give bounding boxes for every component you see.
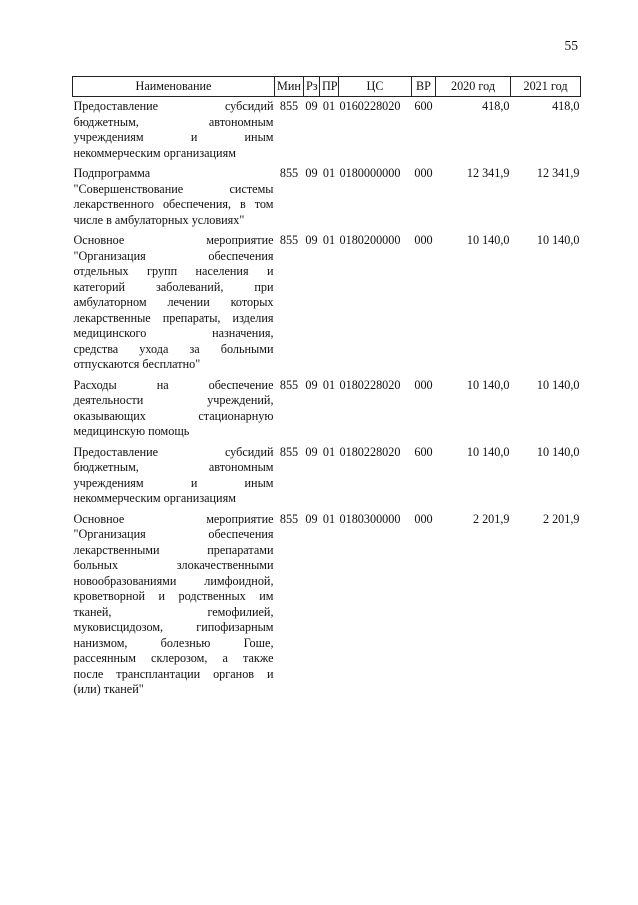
row-amount-2020: 10 140,0: [466, 444, 510, 459]
name-line: некоммерческим организациям: [73, 145, 236, 160]
row-amount-2021: 418,0: [552, 99, 580, 113]
name-line: лекарственные препараты, изделия: [73, 310, 274, 325]
row-ministry: 855: [279, 377, 299, 392]
row-section: 09: [305, 444, 318, 459]
row-subsection: 01: [322, 233, 336, 247]
row-expense-type: 000: [414, 511, 433, 526]
row-name: [73, 231, 275, 376]
row-ministry: 855: [279, 99, 299, 113]
table-row: [73, 443, 581, 510]
name-line: медицинскую помощь: [73, 424, 190, 438]
name-line: Расходы на обеспечение: [73, 377, 274, 392]
name-line: Основное мероприятие: [73, 233, 274, 247]
row-expense-type: 000: [414, 166, 433, 180]
table-row: [73, 376, 581, 443]
header-year-2020: 2020 год: [436, 77, 511, 97]
name-line: числе в амбулаторных условиях": [73, 212, 245, 227]
header-section: Рз: [304, 77, 320, 97]
name-line: Основное мероприятие: [73, 511, 274, 526]
header-name: Наименование: [73, 77, 275, 97]
table-row: [73, 164, 581, 231]
name-line: новообразованиями лимфоидной,: [73, 573, 274, 588]
header-target-article: ЦС: [339, 77, 412, 97]
row-target-article: 0160228020: [339, 99, 401, 113]
name-line: рассеянным склерозом, а также: [73, 651, 274, 665]
row-name: [73, 164, 275, 231]
row-amount-2021: 10 140,0: [536, 233, 580, 247]
row-ministry: 855: [279, 444, 299, 459]
name-line: медицинского назначения,: [73, 326, 274, 340]
name-line: нанизмом, болезнью Гоше,: [73, 635, 274, 650]
name-line: деятельности учреждений,: [73, 393, 274, 407]
row-section: 09: [305, 377, 318, 392]
row-amount-2021: 12 341,9: [536, 166, 580, 180]
name-line: отпускаются бесплатно": [73, 357, 201, 371]
name-line: средства ухода за больными: [73, 341, 274, 356]
row-subsection: 01: [322, 444, 336, 459]
name-line: категорий заболеваний, при: [73, 279, 274, 294]
name-line: кроветворной и родственных им: [73, 589, 274, 603]
page-number: 55: [564, 38, 578, 53]
row-target-article: 0180000000: [339, 166, 401, 180]
row-ministry: 855: [279, 166, 299, 180]
name-line: муковисцидозом, гипофизарным: [73, 620, 274, 634]
name-line: некоммерческим организациям: [73, 491, 236, 505]
name-line: Подпрограмма: [73, 166, 151, 180]
row-section: 09: [305, 511, 318, 526]
row-target-article: 0180228020: [339, 444, 401, 459]
row-name: [73, 510, 275, 701]
row-expense-type: 000: [414, 233, 433, 247]
row-name: [73, 443, 275, 510]
header-expense-type: ВР: [412, 77, 436, 97]
row-target-article: 0180228020: [339, 377, 401, 392]
name-line: бюджетным, автономным: [73, 460, 274, 474]
name-line: (или) тканей": [73, 682, 144, 696]
row-section: 09: [305, 233, 318, 247]
header-year-2021: 2021 год: [511, 77, 581, 97]
name-line: "Организация обеспечения: [73, 527, 274, 541]
name-line: "Организация обеспечения: [73, 248, 274, 263]
row-target-article: 0180200000: [339, 233, 401, 247]
name-line: учреждениям и иным: [73, 475, 274, 490]
row-amount-2020: 10 140,0: [466, 233, 510, 247]
row-amount-2021: 10 140,0: [536, 377, 580, 392]
name-line: тканей, гемофилией,: [73, 604, 274, 619]
name-line: амбулаторном лечении которых: [73, 295, 274, 309]
name-line: оказывающих стационарную: [73, 408, 274, 423]
row-name: [73, 97, 275, 165]
row-amount-2020: 10 140,0: [466, 377, 510, 392]
header-subsection: ПР: [320, 77, 339, 97]
name-line: учреждениям и иным: [73, 130, 274, 144]
row-expense-type: 600: [414, 444, 433, 459]
row-amount-2020: 2 201,9: [472, 511, 510, 526]
row-subsection: 01: [322, 511, 336, 526]
row-target-article: 0180300000: [339, 511, 401, 526]
name-line: больных злокачественными: [73, 558, 274, 572]
table-body: [73, 97, 581, 701]
name-line: после трансплантации органов и: [73, 666, 274, 681]
header-ministry: Мин: [275, 77, 304, 97]
budget-table: [72, 76, 581, 701]
name-line: "Совершенствование системы: [73, 181, 274, 196]
table-header-row: [73, 77, 581, 97]
row-amount-2021: 2 201,9: [542, 511, 580, 526]
row-subsection: 01: [322, 166, 336, 180]
row-expense-type: 600: [414, 99, 433, 113]
row-amount-2020: 12 341,9: [466, 166, 510, 180]
name-line: лекарственного обеспечения, в том: [73, 197, 274, 211]
name-line: лекарственными препаратами: [73, 542, 274, 557]
name-line: бюджетным, автономным: [73, 114, 274, 129]
row-amount-2021: 10 140,0: [536, 444, 580, 459]
row-ministry: 855: [279, 233, 299, 247]
table-row: [73, 97, 581, 165]
row-name: [73, 376, 275, 443]
row-section: 09: [305, 99, 318, 113]
name-line: Предоставление субсидий: [73, 99, 274, 113]
row-amount-2020: 418,0: [482, 99, 510, 113]
row-subsection: 01: [322, 377, 336, 392]
table-row: [73, 231, 581, 376]
row-subsection: 01: [322, 99, 336, 113]
row-expense-type: 000: [414, 377, 433, 392]
row-section: 09: [305, 166, 318, 180]
name-line: отдельных групп населения и: [73, 264, 274, 278]
table-row: [73, 510, 581, 701]
row-ministry: 855: [279, 511, 299, 526]
name-line: Предоставление субсидий: [73, 444, 274, 459]
